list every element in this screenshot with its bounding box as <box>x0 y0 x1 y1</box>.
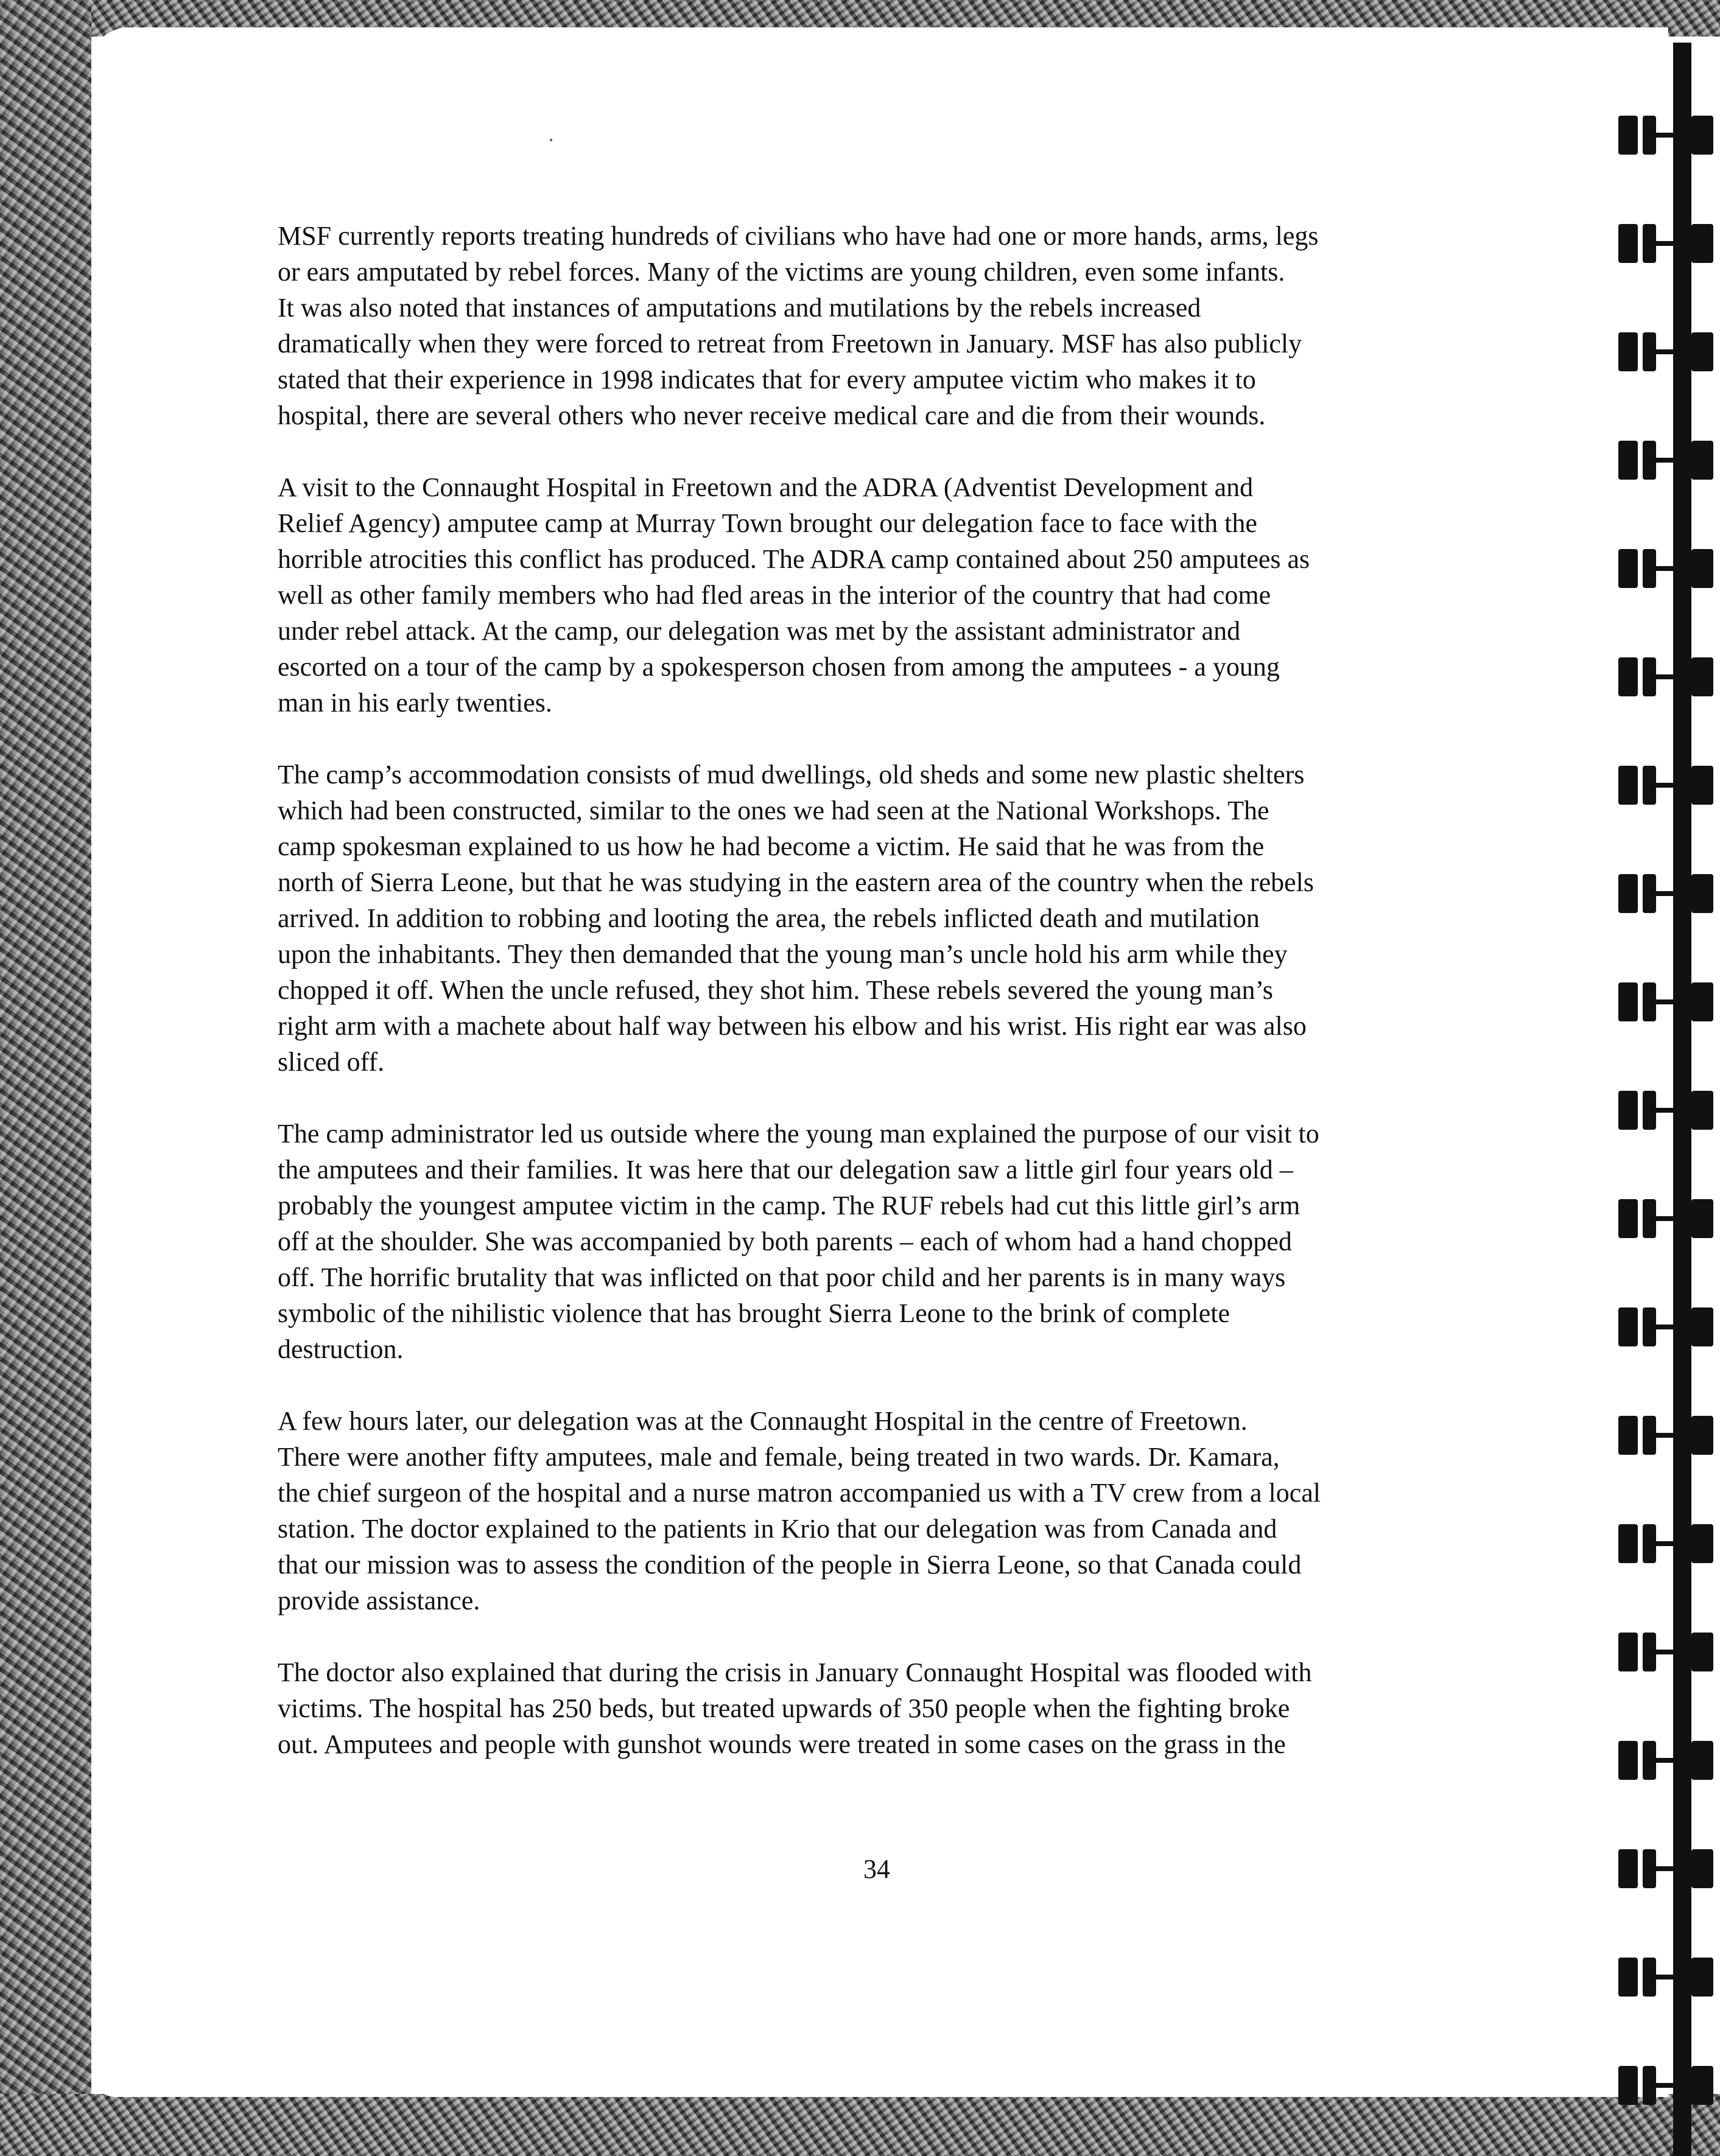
scan-border-left <box>0 0 91 2156</box>
binding-ring <box>1618 549 1720 588</box>
binding-ring <box>1618 224 1720 263</box>
text-line: horrible atrocities this conflict has produced. The ADRA camp contained about 250 amputees as <box>278 544 1310 574</box>
text-line: man in his early twenties. <box>278 688 552 718</box>
text-line: hospital, there are several others who never receive medical care and die from their wounds. <box>278 401 1266 430</box>
text-line: It was also noted that instances of amputations and mutilations by the rebels increased <box>278 293 1201 323</box>
binding-ring <box>1618 982 1720 1021</box>
text-line: right arm with a machete about half way between his elbow and his wrist. His right ear was also <box>278 1011 1307 1041</box>
text-line: stated that their experience in 1998 indicates that for every amputee victim who makes it to <box>278 365 1256 394</box>
binding-ring <box>1618 2066 1720 2105</box>
binding-ring <box>1618 1307 1720 1346</box>
text-line: provide assistance. <box>278 1586 480 1615</box>
text-line: Relief Agency) amputee camp at Murray Town brought our delegation face to face with the <box>278 508 1257 538</box>
binding-ring <box>1618 1416 1720 1455</box>
text-line: chopped it off. When the uncle refused, they shot him. These rebels severed the young man’s <box>278 975 1273 1005</box>
binding-ring <box>1618 1958 1720 1997</box>
body-text <box>278 218 1495 1798</box>
binding-ring <box>1618 1524 1720 1563</box>
text-line: The doctor also explained that during the crisis in January Connaught Hospital was flooded with <box>278 1657 1312 1687</box>
binding-ring <box>1618 332 1720 371</box>
text-line: sliced off. <box>278 1047 385 1077</box>
text-line: escorted on a tour of the camp by a spokesperson chosen from among the amputees - a young <box>278 652 1280 682</box>
text-line: symbolic of the nihilistic violence that has brought Sierra Leone to the brink of complete <box>278 1298 1230 1328</box>
binding-ring <box>1618 1633 1720 1671</box>
text-line: A few hours later, our delegation was at the Connaught Hospital in the centre of Freetown. <box>278 1406 1248 1436</box>
text-line: dramatically when they were forced to retreat from Freetown in January. MSF has also publicly <box>278 329 1302 359</box>
paragraph-1 <box>278 218 1495 433</box>
text-line: upon the inhabitants. They then demanded that the young man’s uncle hold his arm while they <box>278 939 1288 969</box>
binding-ring <box>1618 657 1720 696</box>
text-line: victims. The hospital has 250 beds, but treated upwards of 350 people when the fighting broke <box>278 1693 1290 1723</box>
binding-ring <box>1618 441 1720 480</box>
text-line: that our mission was to assess the condition of the people in Sierra Leone, so that Canada could <box>278 1550 1302 1580</box>
binding-ring <box>1618 1741 1720 1780</box>
text-line: which had been constructed, similar to the ones we had seen at the National Workshops. The <box>278 796 1269 825</box>
text-line: well as other family members who had fled areas in the interior of the country that had come <box>278 580 1271 610</box>
text-line: out. Amputees and people with gunshot wounds were treated in some cases on the grass in the <box>278 1729 1286 1759</box>
paragraph-2 <box>278 469 1495 721</box>
binding-ring <box>1618 1849 1720 1888</box>
text-line: the chief surgeon of the hospital and a nurse matron accompanied us with a TV crew from a local <box>278 1478 1321 1508</box>
text-line: off. The horrific brutality that was inflicted on that poor child and her parents is in many ways <box>278 1262 1286 1292</box>
text-line: A visit to the Connaught Hospital in Freetown and the ADRA (Adventist Development and <box>278 472 1254 502</box>
binding-ring <box>1618 874 1720 913</box>
binding-ring <box>1618 116 1720 155</box>
binding-ring <box>1618 1199 1720 1238</box>
text-line: station. The doctor explained to the patients in Krio that our delegation was from Canada and <box>278 1514 1277 1544</box>
binding-ring <box>1618 766 1720 805</box>
text-line: arrived. In addition to robbing and looting the area, the rebels inflicted death and mutilation <box>278 903 1260 933</box>
binding-ring <box>1618 1091 1720 1130</box>
text-line: off at the shoulder. She was accompanied by both parents – each of whom had a hand chopped <box>278 1227 1292 1256</box>
text-line: destruction. <box>278 1334 404 1364</box>
text-line: under rebel attack. At the camp, our delegation was met by the assistant administrator and <box>278 616 1241 646</box>
scan-border-bottom <box>0 2094 1720 2156</box>
scan-speck <box>550 139 552 141</box>
text-line: The camp’s accommodation consists of mud dwellings, old sheds and some new plastic shelters <box>278 760 1305 789</box>
text-line: probably the youngest amputee victim in the camp. The RUF rebels had cut this little girl’s arm <box>278 1191 1301 1220</box>
text-line: or ears amputated by rebel forces. Many of the victims are young children, even some infants. <box>278 257 1285 287</box>
paragraph-5 <box>278 1403 1495 1619</box>
page-number: 34 <box>863 1854 890 1884</box>
paragraph-4 <box>278 1116 1495 1367</box>
paragraph-6 <box>278 1654 1495 1762</box>
text-line: MSF currently reports treating hundreds of civilians who have had one or more hands, arms, legs <box>278 221 1319 251</box>
paragraph-3 <box>278 757 1495 1080</box>
text-line: The camp administrator led us outside where the young man explained the purpose of our visit to <box>278 1119 1319 1149</box>
text-line: north of Sierra Leone, but that he was studying in the eastern area of the country when the rebels <box>278 867 1314 897</box>
text-line: There were another fifty amputees, male and female, being treated in two wards. Dr. Kamara, <box>278 1442 1280 1472</box>
text-line: camp spokesman explained to us how he had become a victim. He said that he was from the <box>278 831 1265 861</box>
text-line: the amputees and their families. It was here that our delegation saw a little girl four years old – <box>278 1155 1293 1185</box>
